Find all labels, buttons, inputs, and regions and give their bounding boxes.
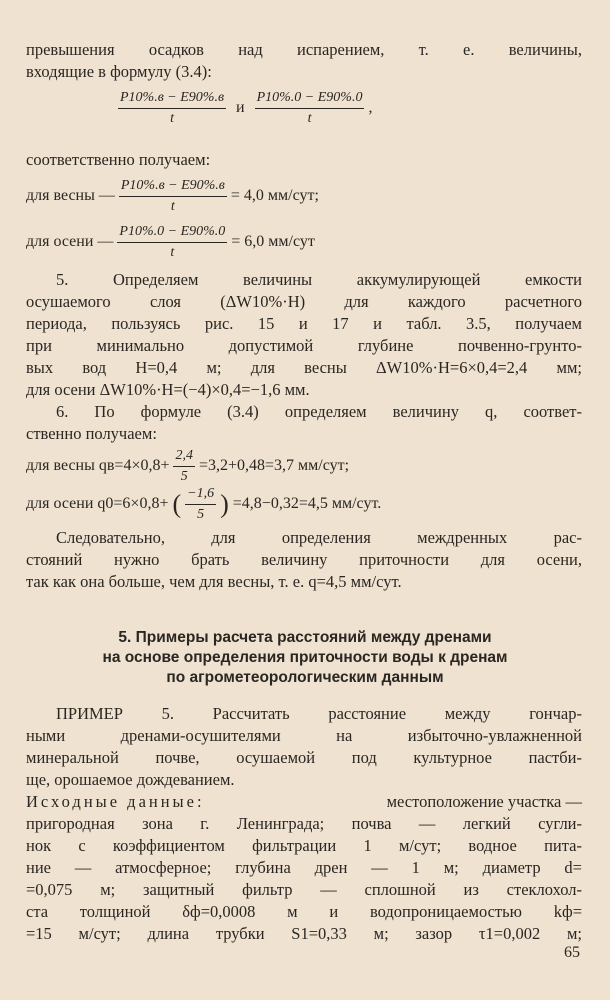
text-line: ПРИМЕР 5. Рассчитать расстояние между гончар- <box>56 704 582 723</box>
text-line: входящие в формулу (3.4): <box>26 62 212 81</box>
page-number: 65 <box>564 944 580 961</box>
section-heading: 5. Примеры расчета расстояний между дренами <box>118 629 492 646</box>
q-autumn-equation: для осени q0=6×0,8+ ( $\frac{-1,6}{5}$ ) =4,8−0,32=4,5 мм/сут. <box>26 486 382 522</box>
text-line: стояний нужно брать величину приточности для осени, <box>26 550 582 569</box>
fraction-autumn: $\frac{P10\%.0 - E90\%.0}{t}$ <box>256 90 363 126</box>
formula-pair: $\frac{P10\%.в - E90\%.в}{t}$ и $\frac{P10\%.0 - E90\%.0}{t}$ , <box>120 90 373 126</box>
text-line: ственно получаем: <box>26 424 157 443</box>
text-line: так как она больше, чем для весны, т. е. q=4,5 мм/сут. <box>26 572 402 591</box>
text-line: ста толщиной δф=0,0008 м и водопроницаемостью kф= <box>26 902 582 921</box>
text-line: 6. По формуле (3.4) определяем величину q, соответ- <box>56 402 582 421</box>
text-line: ще, орошаемое дождеванием. <box>26 770 235 789</box>
text-line: осушаемого слоя (ΔW10%·H) для каждого расчетного <box>26 292 582 311</box>
q-spring-equation: для весны qв=4×0,8+ $\frac{2,4}{5}$ =3,2+0,48=3,7 мм/сут; <box>26 448 350 484</box>
text-line: пригородная зона г. Ленинграда; почва — легкий сугли- <box>26 814 582 833</box>
text-line: Исходные данные: местоположение участка — <box>26 792 582 811</box>
autumn-equation: для осени — $\frac{P10\%.0 - E90\%.0}{t}$ = 6,0 мм/сут <box>26 224 315 260</box>
text-line: при минимально допустимой глубине почвенно-грунто- <box>26 336 582 355</box>
text-line: 5. Определяем величины аккумулирующей емкости <box>56 270 582 289</box>
text-line: вых вод H=0,4 м; для весны ΔW10%·H=6×0,4=2,4 мм; <box>26 358 582 377</box>
text-line: превышения осадков над испарением, т. е. величины, <box>26 40 582 59</box>
text-line: соответственно получаем: <box>26 150 211 169</box>
initial-data-label: Исходные данные: <box>26 792 205 811</box>
text-line: минеральной почве, осушаемой под культурное пастби- <box>26 748 582 767</box>
text-line: нок с коэффициентом фильтрации 1 м/сут; водное пита- <box>26 836 582 855</box>
text-line: =15 м/сут; длина трубки S1=0,33 м; зазор τ1=0,002 м; <box>26 924 582 943</box>
text-line: Следовательно, для определения междренных рас- <box>56 528 582 547</box>
section-heading: на основе определения приточности воды к дренам <box>102 649 508 666</box>
fraction-spring: $\frac{P10\%.в - E90\%.в}{t}$ <box>120 90 225 126</box>
spring-equation: для весны — $\frac{P10\%.в - E90\%.в}{t}$ = 4,0 мм/сут; <box>26 178 319 214</box>
text-line: для осени ΔW10%·H=(−4)×0,4=−1,6 мм. <box>26 380 310 399</box>
section-heading: по агрометеорологическим данным <box>166 669 444 686</box>
text-line: периода, пользуясь рис. 15 и 17 и табл. 3.5, получаем <box>26 314 582 333</box>
text-line: ние — атмосферное; глубина дрен — 1 м; диаметр d= <box>26 858 582 877</box>
text-line: ными дренами-осушителями на избыточно-увлажненной <box>26 726 582 745</box>
text-line: =0,075 м; защитный фильтр — сплошной из стеклохол- <box>26 880 582 899</box>
